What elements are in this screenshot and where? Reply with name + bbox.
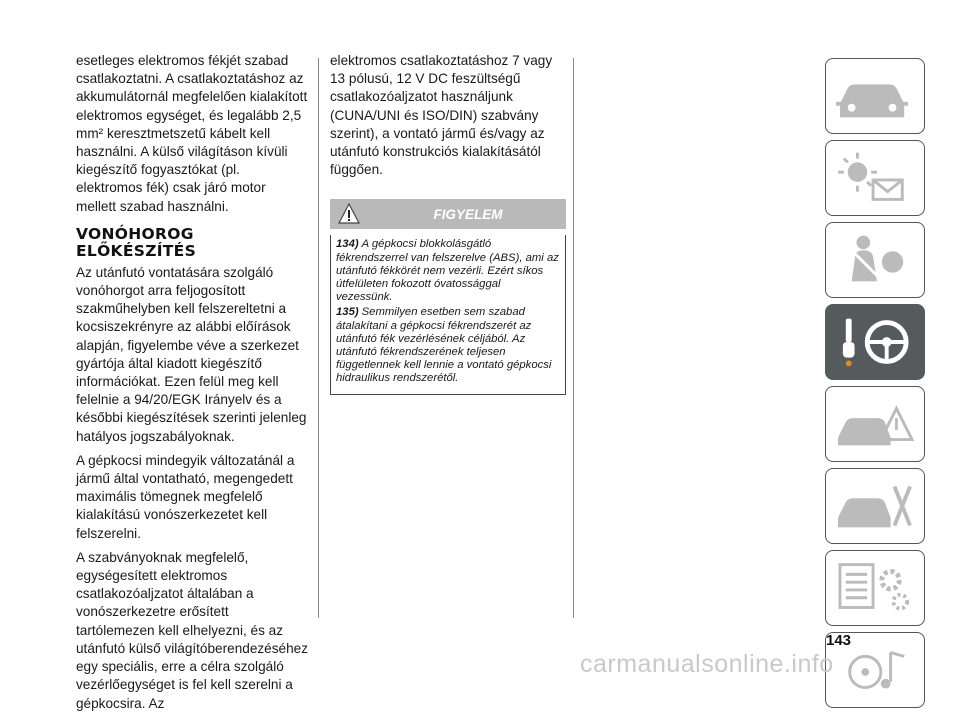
warning-item: [336, 238, 560, 304]
road-emergency-icon: [826, 387, 924, 461]
warning-item-text: A gépkocsi blokkolásgátló fékrendszerrel van felszerelve (ABS), ami az utánfutó fékkörét nem vezérli. Ezért síkos útfelületen fokozott óvatossággal vezessünk.: [336, 238, 559, 304]
warning-item: [336, 306, 560, 385]
continued-paragraph: elektromos csatlakoztatáshoz 7 vagy 13 pólusú, 12 V DC feszültségű csatlakozóaljzatot használjunk (CUNA/UNI és ISO/DIN) szabvány szerint), a vontató jármű és/vagy az utánfutó konstrukciós kialakításától függően.: [330, 53, 553, 178]
heading-line-1: VONÓHOROG: [76, 224, 194, 243]
body-paragraph-3: A szabványoknak megfelelő, egységesített elektromos csatlakozóaljzatot általában a vonószerkezetre erősített tartólemezen kell elhelyezni, és az utánfutó külső világítóberendezéséhez egy speciális, erre a célra szolgáló vezérlőegységet is fel kell szerelni a gépkocsira. Az: [76, 549, 309, 711]
left-column: [76, 52, 308, 719]
intro-paragraph: esetleges elektromos fékjét szabad csatlakoztatni. A csatlakoztatáshoz az akkumulátornál megfelelően kialakított elektromos egységet, és legalább 2,5 mm² keresztmetszetű kábelt kell használni. A külső világításon kívüli kiegészítő fogyasztókat (pl. elektromos fék) csak járó motor mellett szabad használni.: [76, 53, 308, 214]
technical-data-gears-icon: [826, 551, 924, 625]
warning-title: FIGYELEM: [433, 207, 503, 223]
chapter-tab-warning-lights[interactable]: [825, 140, 925, 216]
heading-line-2: ELŐKÉSZÍTÉS: [76, 241, 197, 260]
car-dashboard-icon: [826, 59, 924, 133]
body-paragraph-2: A gépkocsi mindegyik változatánál a jármű által vontatható, megengedett maximális tömegnek megfelelő kialakítású vonószerkezetet kell felszerelni.: [76, 452, 295, 541]
chapter-tab-safety[interactable]: [825, 222, 925, 298]
chapter-tab-starting-driving[interactable]: [825, 304, 925, 380]
key-steering-wheel-icon: [826, 305, 924, 379]
seatbelt-airbag-icon: [826, 223, 924, 297]
column-divider-right: [573, 58, 574, 618]
column-divider-left: [318, 58, 319, 618]
middle-column: [330, 52, 566, 395]
warning-box: [330, 235, 566, 394]
chapter-tab-dashboard[interactable]: [825, 58, 925, 134]
page-number: 143: [826, 632, 852, 649]
warning-item-number: 135): [336, 306, 359, 319]
warning-item-number: 134): [336, 238, 359, 251]
chapter-tab-technical-data[interactable]: [825, 550, 925, 626]
chapter-tab-maintenance[interactable]: [825, 468, 925, 544]
body-paragraph-1: Az utánfutó vontatására szolgáló vonóhorgot arra feljogosított szakműhelyben kell felszereltetni a kocsiszekrényre az alábbi előírások alapján, figyelembe véve a szerkezet gyártója által kiadott kiegészítő információkat. Ezen felül meg kell felelnie a 94/20/EGK Irányelv és a későbbi kiegészítések szerinti jelenleg hatályos jogszabályoknak.: [76, 264, 307, 444]
warning-item-text: Semmilyen esetben sem szabad átalakítani a gépkocsi fékrendszerét az utánfutó fék vezérlésének céljából. Az utánfutó fékrendszerének teljesen függetlennek kell lennie a vontató gépkocsi hidraulikus rendszerétől.: [336, 306, 552, 385]
watermark: carmanualsonline.info: [580, 650, 834, 678]
car-maintenance-tools-icon: [826, 469, 924, 543]
warning-lights-message-icon: [826, 141, 924, 215]
warning-header: [330, 199, 566, 229]
chapter-tab-emergency[interactable]: [825, 386, 925, 462]
section-heading: [76, 226, 308, 260]
